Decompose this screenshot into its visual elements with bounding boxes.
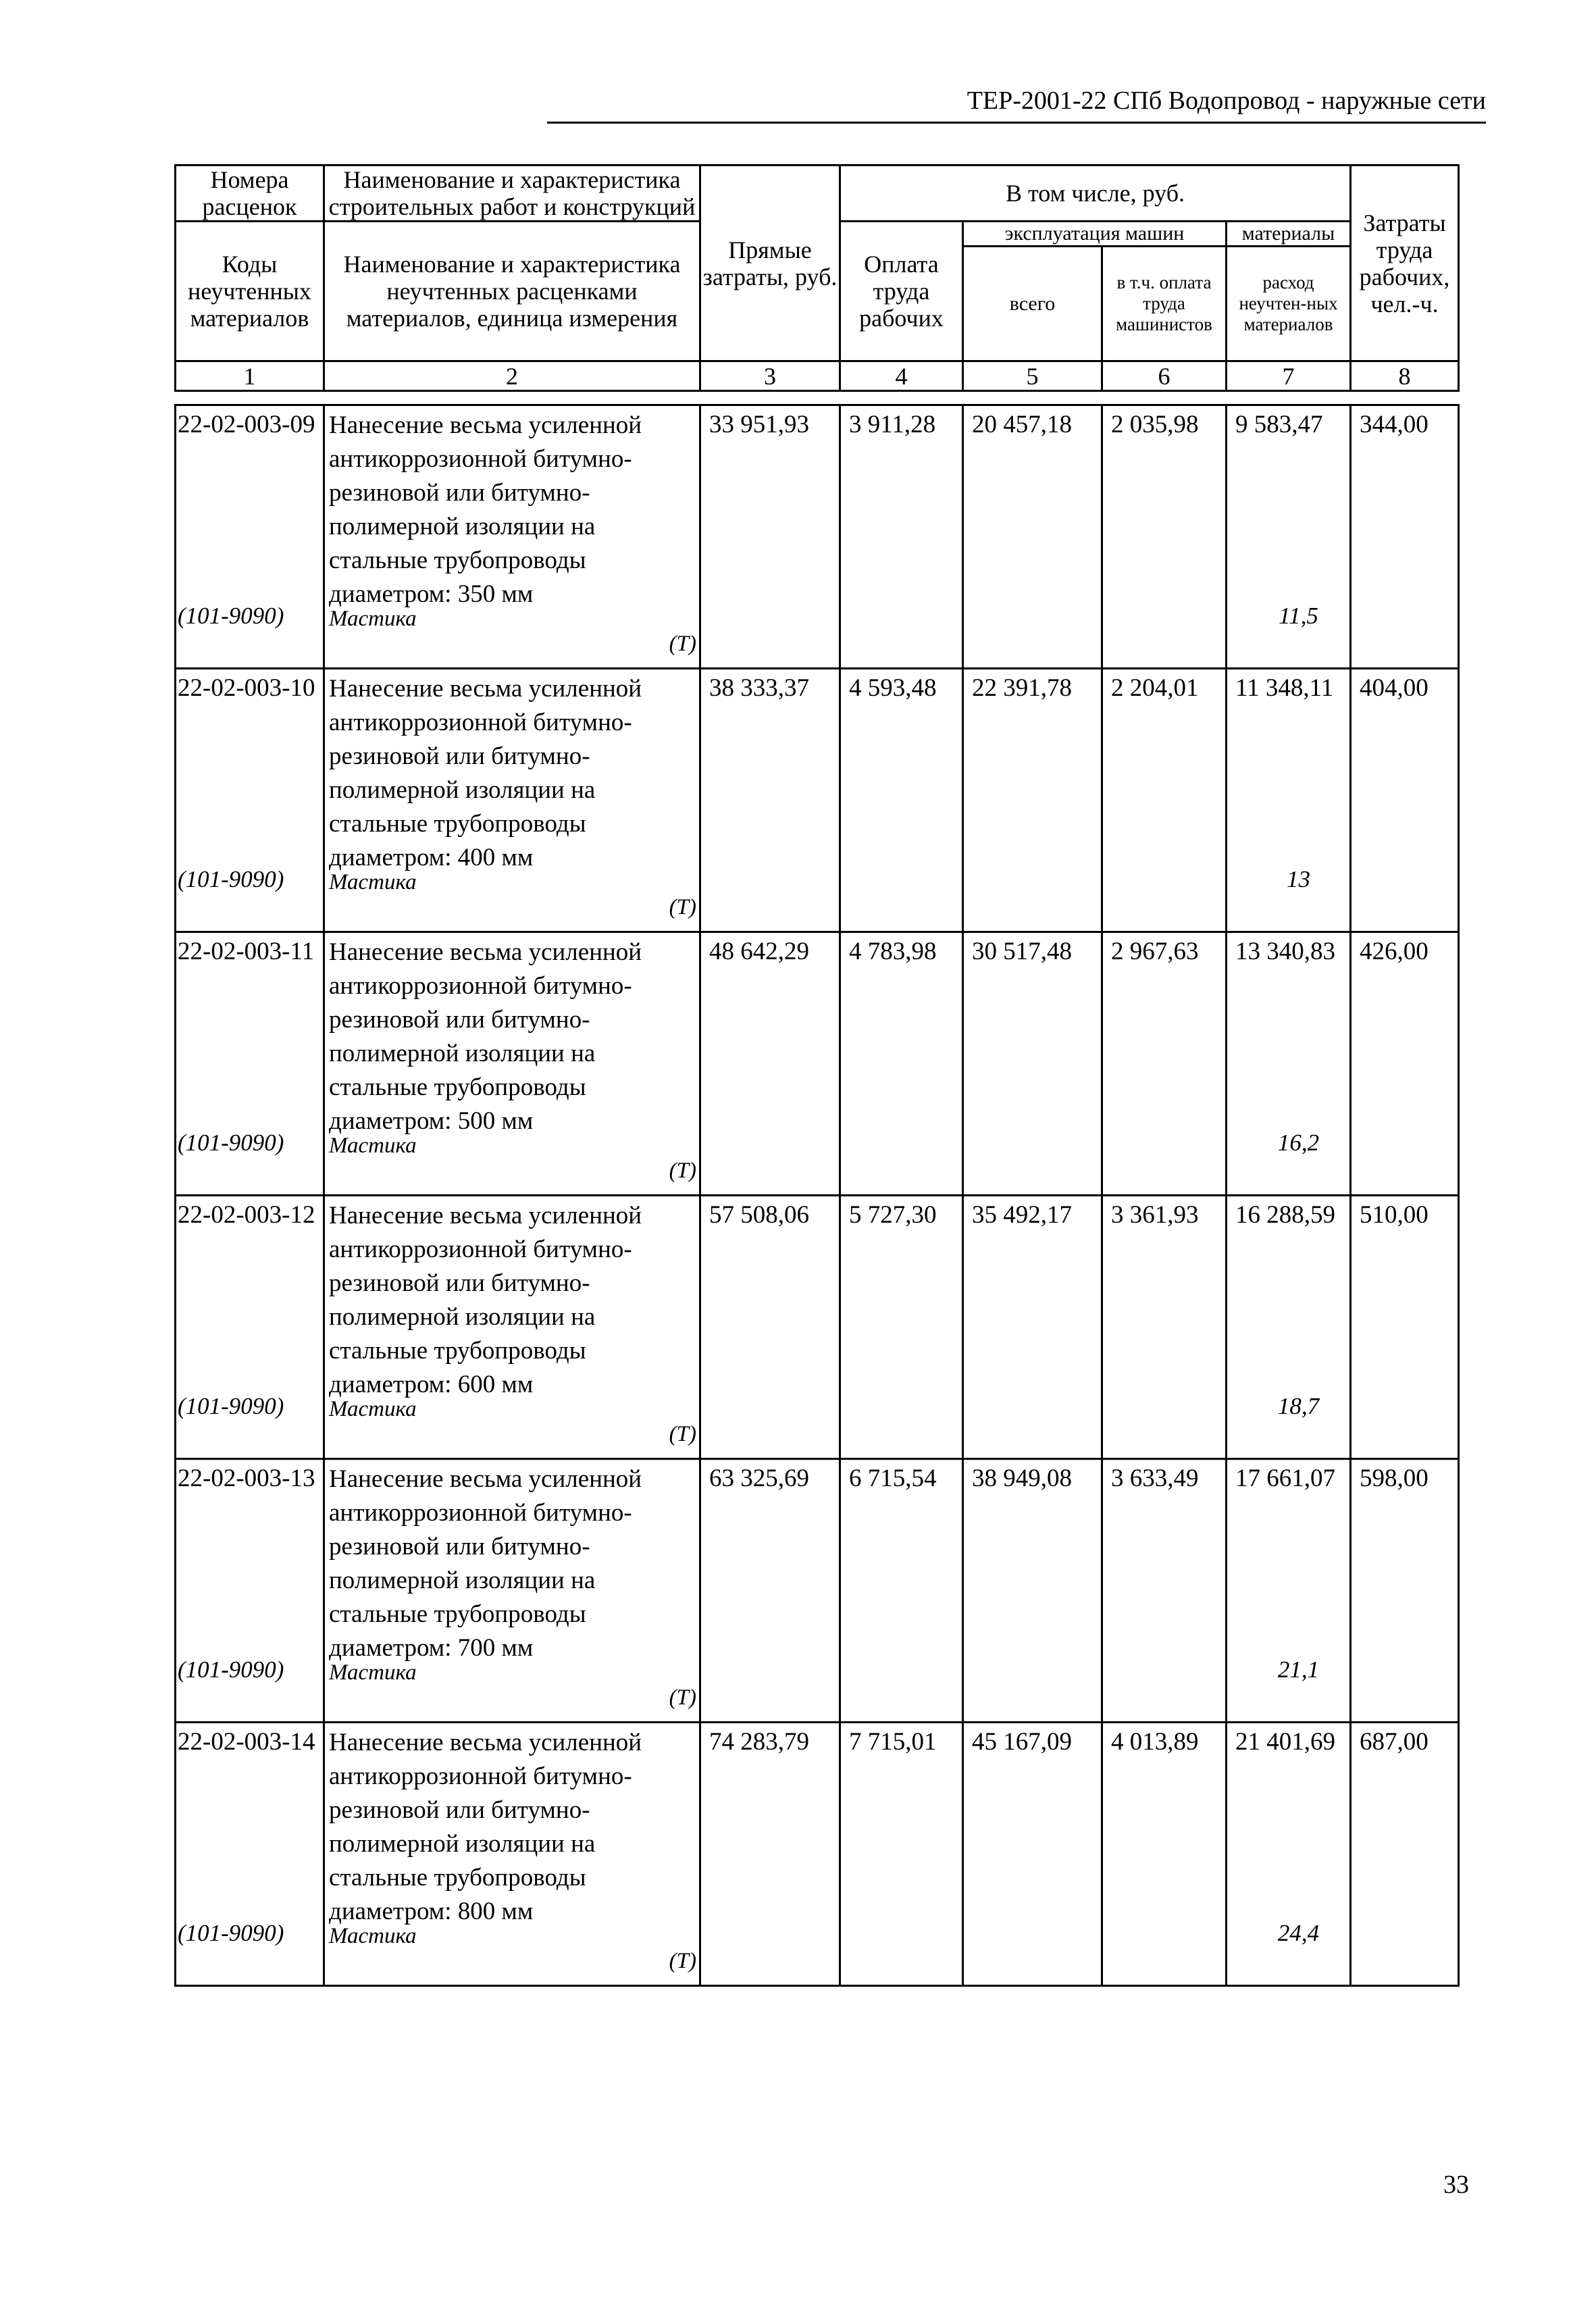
machines-total: 38 949,08 [963, 1459, 1102, 1723]
labor-hours: 598,00 [1351, 1459, 1459, 1723]
labor-hours: 344,00 [1351, 405, 1459, 669]
material-quantity: 11,5 [1279, 603, 1318, 629]
material-mark: (Т) [669, 1685, 696, 1710]
table-row [176, 1723, 1459, 1986]
material-code: (101-9090) [178, 1393, 284, 1419]
labor-pay: 5 727,30 [840, 1196, 963, 1459]
work-description: Нанесение весьма усиленной антикоррозионной битумно-резиновой или битумно-полимерной изоляции на стальные трубопроводы диаметром: 500 мм [329, 938, 642, 1135]
machines-total: 35 492,17 [963, 1196, 1102, 1459]
material-code: (101-9090) [178, 1656, 284, 1683]
header-work-description: Наименование и характеристика строительных работ и конструкций [324, 166, 700, 222]
table-row [176, 669, 1459, 932]
material-code: (101-9090) [178, 1129, 284, 1156]
column-number: 2 [324, 361, 700, 391]
material-name: Мастика [329, 1924, 417, 1948]
column-number: 8 [1351, 361, 1459, 391]
machinists-pay: 2 035,98 [1102, 405, 1227, 669]
header-unaccounted-materials: расход неучтен-ных материалов [1227, 247, 1351, 361]
material-quantity: 16,2 [1277, 1129, 1320, 1156]
materials-cost: 11 348,11 [1235, 674, 1334, 702]
table-row [176, 1196, 1459, 1459]
materials-cost: 13 340,83 [1235, 938, 1335, 965]
material-mark: (Т) [669, 1949, 696, 1973]
machinists-pay: 2 204,01 [1102, 669, 1227, 932]
material-mark: (Т) [669, 1159, 696, 1183]
machines-total: 20 457,18 [963, 405, 1102, 669]
header-machines: эксплуатация машин [963, 222, 1227, 247]
labor-hours: 426,00 [1351, 932, 1459, 1196]
header-labor-hours: Затраты труда рабочих, чел.-ч. [1351, 166, 1459, 361]
rate-code: 22-02-003-09 [178, 411, 315, 438]
table-row [176, 932, 1459, 1196]
material-name: Мастика [329, 1397, 417, 1421]
labor-pay: 7 715,01 [840, 1723, 963, 1986]
rate-code: 22-02-003-11 [178, 938, 315, 965]
machinists-pay: 3 361,93 [1102, 1196, 1227, 1459]
labor-pay: 4 783,98 [840, 932, 963, 1196]
machinists-pay: 2 967,63 [1102, 932, 1227, 1196]
header-labor-pay: Оплата труда рабочих [840, 222, 963, 361]
header-rate-numbers: Номера расценок [176, 166, 324, 222]
materials-cost: 21 401,69 [1235, 1728, 1335, 1756]
header-machines-total: всего [963, 247, 1102, 361]
rate-code: 22-02-003-10 [178, 674, 315, 702]
material-mark: (Т) [669, 632, 696, 656]
direct-costs: 57 508,06 [700, 1196, 840, 1459]
materials-cost: 17 661,07 [1235, 1465, 1335, 1492]
rate-code: 22-02-003-13 [178, 1465, 315, 1492]
machines-total: 30 517,48 [963, 932, 1102, 1196]
material-name: Мастика [329, 870, 417, 894]
materials-cost: 9 583,47 [1235, 411, 1323, 438]
material-quantity: 21,1 [1277, 1656, 1320, 1683]
labor-hours: 687,00 [1351, 1723, 1459, 1986]
page-header: ТЕР-2001-22 СПб Водопровод - наружные сети [547, 84, 1486, 124]
header-materials: материалы [1227, 222, 1351, 247]
labor-hours: 510,00 [1351, 1196, 1459, 1459]
rates-table [174, 404, 1460, 1987]
column-number: 5 [963, 361, 1102, 391]
direct-costs: 48 642,29 [700, 932, 840, 1196]
header-direct-costs: Прямые затраты, руб. [700, 166, 840, 361]
page-number: 33 [1443, 2170, 1469, 2199]
rate-code: 22-02-003-14 [178, 1728, 315, 1756]
header-machinists-pay: в т.ч. оплата труда машинистов [1102, 247, 1227, 361]
table-row [176, 405, 1459, 669]
header-material-description: Наименование и характеристика неучтенных расценками материалов, единица измерения [324, 222, 700, 361]
table-row [176, 1459, 1459, 1723]
material-mark: (Т) [669, 895, 696, 919]
machinists-pay: 4 013,89 [1102, 1723, 1227, 1986]
machines-total: 45 167,09 [963, 1723, 1102, 1986]
machines-total: 22 391,78 [963, 669, 1102, 932]
column-number: 4 [840, 361, 963, 391]
labor-pay: 6 715,54 [840, 1459, 963, 1723]
table-header [174, 164, 1460, 392]
material-quantity: 13 [1287, 866, 1310, 892]
header-material-codes: Коды неучтенных материалов [176, 222, 324, 361]
header-including-group: В том числе, руб. [840, 166, 1351, 222]
material-name: Мастика [329, 1660, 417, 1685]
material-quantity: 24,4 [1277, 1920, 1320, 1946]
work-description: Нанесение весьма усиленной антикоррозионной битумно-резиновой или битумно-полимерной изоляции на стальные трубопроводы диаметром: 800 мм [329, 1729, 642, 1925]
column-number: 3 [700, 361, 840, 391]
direct-costs: 33 951,93 [700, 405, 840, 669]
material-name: Мастика [329, 607, 417, 631]
material-name: Мастика [329, 1134, 417, 1158]
labor-hours: 404,00 [1351, 669, 1459, 932]
rate-code: 22-02-003-12 [178, 1201, 315, 1229]
work-description: Нанесение весьма усиленной антикоррозионной битумно-резиновой или битумно-полимерной изоляции на стальные трубопроводы диаметром: 400 мм [329, 675, 642, 871]
materials-cost: 16 288,59 [1235, 1201, 1335, 1229]
work-description: Нанесение весьма усиленной антикоррозионной битумно-резиновой или битумно-полимерной изоляции на стальные трубопроводы диаметром: 350 мм [329, 411, 642, 608]
material-quantity: 18,7 [1277, 1393, 1320, 1419]
material-code: (101-9090) [178, 1920, 284, 1946]
work-description: Нанесение весьма усиленной антикоррозионной битумно-резиновой или битумно-полимерной изоляции на стальные трубопроводы диаметром: 600 мм [329, 1202, 642, 1398]
column-number: 1 [176, 361, 324, 391]
direct-costs: 74 283,79 [700, 1723, 840, 1986]
machinists-pay: 3 633,49 [1102, 1459, 1227, 1723]
material-code: (101-9090) [178, 866, 284, 892]
column-number: 6 [1102, 361, 1227, 391]
labor-pay: 3 911,28 [840, 405, 963, 669]
labor-pay: 4 593,48 [840, 669, 963, 932]
column-number: 7 [1227, 361, 1351, 391]
direct-costs: 63 325,69 [700, 1459, 840, 1723]
work-description: Нанесение весьма усиленной антикоррозионной битумно-резиновой или битумно-полимерной изоляции на стальные трубопроводы диаметром: 700 мм [329, 1465, 642, 1662]
direct-costs: 38 333,37 [700, 669, 840, 932]
material-code: (101-9090) [178, 603, 284, 629]
material-mark: (Т) [669, 1422, 696, 1446]
